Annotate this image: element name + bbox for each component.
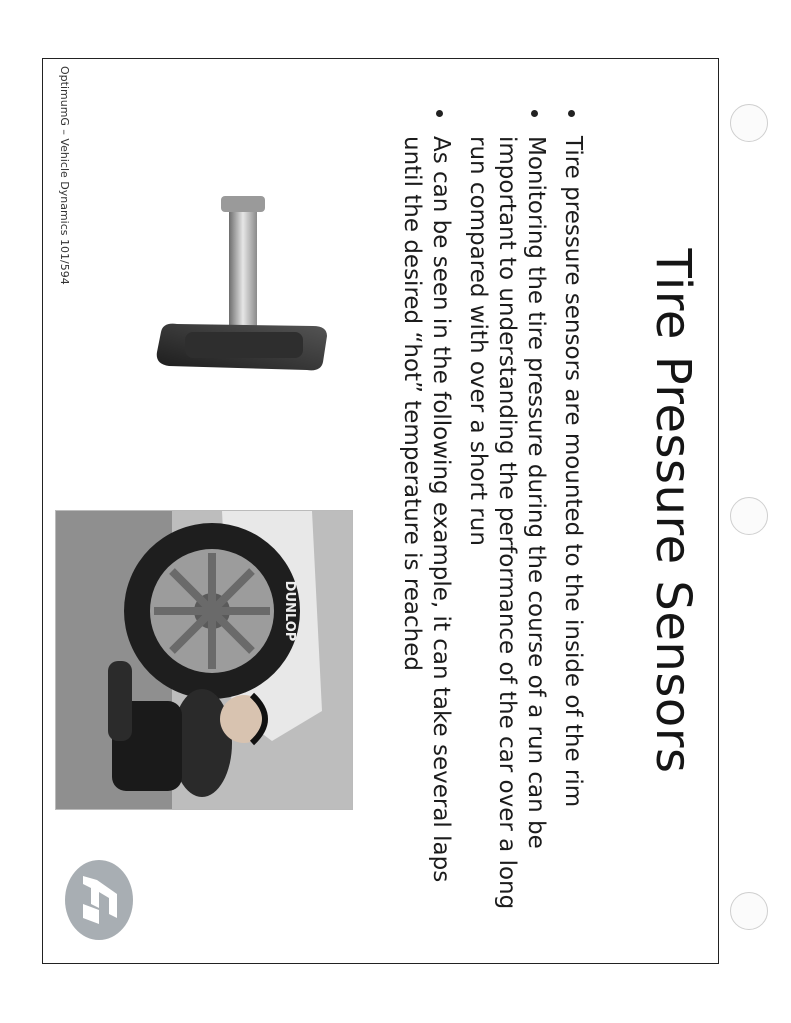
bullet-item: Monitoring the tire pressure during the course of a run can be important to understanding the performance of the car over a long run compared with over a short run [463, 106, 550, 926]
bullet-item: As can be seen in the following example, it can take several laps until the desired “hot” temperature is reached [397, 106, 455, 926]
punch-hole-bottom [730, 892, 768, 930]
slide-title: Tire Pressure Sensors [645, 248, 701, 774]
sensor-photo [147, 176, 337, 372]
page-footer: OptimumG – Vehicle Dynamics 101/594 [58, 66, 71, 285]
bullet-item: Tire pressure sensors are mounted to the inside of the rim [558, 106, 587, 926]
tire-brand-label: DUNLOP [282, 580, 297, 642]
mechanic-photo [55, 510, 353, 810]
bullet-list [389, 106, 587, 926]
punch-hole-top [730, 104, 768, 142]
optimumg-logo [57, 858, 141, 942]
punch-hole-middle [730, 497, 768, 535]
slide [42, 58, 719, 964]
